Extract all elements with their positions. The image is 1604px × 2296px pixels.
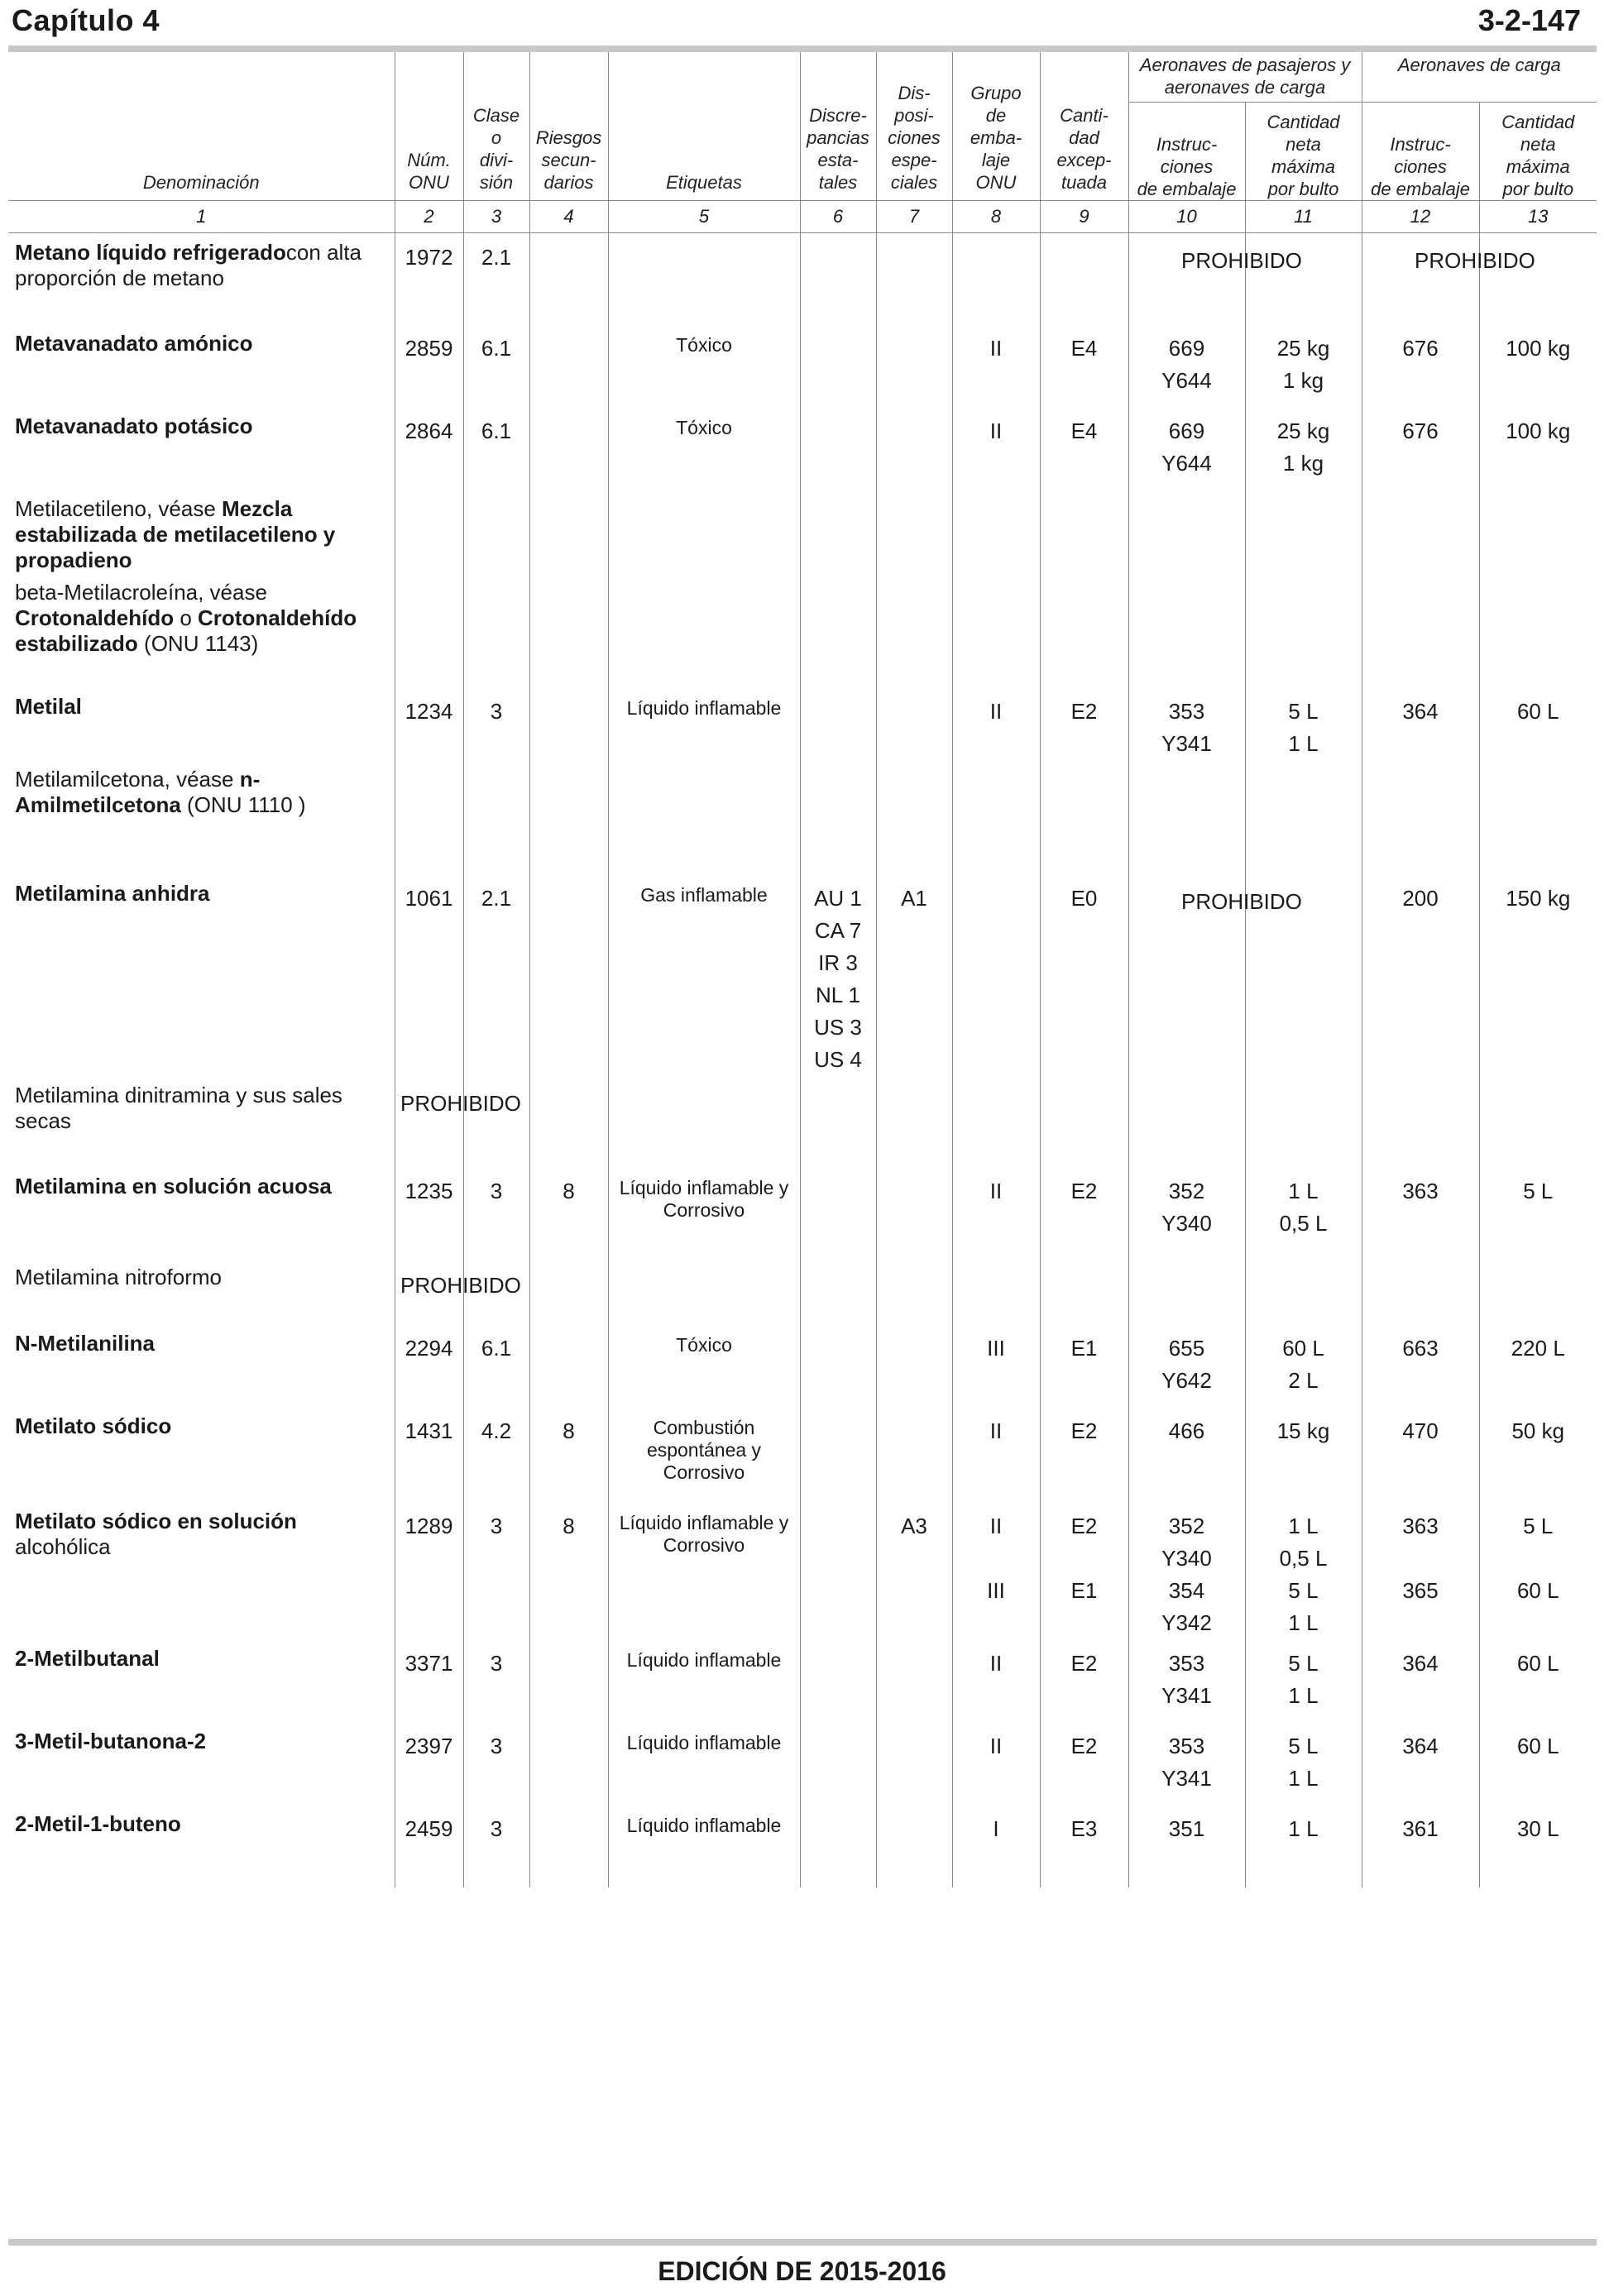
- special-provisions: [876, 760, 952, 874]
- substance-name: Metilacetileno, véase Mezcla estabilizada de metilacetileno y propadieno: [8, 490, 395, 573]
- special-provisions: [876, 573, 952, 687]
- prohibited-cargo: PROHIBIDO: [1415, 248, 1535, 273]
- col-header-9: Canti- dad excep- tuada: [1040, 52, 1128, 201]
- excepted-quantity: E3: [1040, 1805, 1128, 1887]
- hazard-label: Líquido inflamable y Corrosivo: [608, 1167, 800, 1258]
- special-provisions: [876, 407, 952, 490]
- substance-name: Metilal: [8, 687, 395, 760]
- pax-max-net-quantity: 5 L 1 L: [1245, 687, 1362, 760]
- table-row: [8, 1076, 1597, 1167]
- pax-packing-instruction: [1128, 573, 1245, 687]
- prohibited-passenger: PROHIBIDO: [1181, 888, 1302, 914]
- cargo-max-net-quantity: 60 L: [1516, 698, 1559, 724]
- un-number: 1972: [395, 233, 463, 324]
- pax-max-net-quantity: 1 L 0,5 L: [1245, 1167, 1362, 1258]
- subsidiary-risk: 8: [529, 1407, 608, 1502]
- column-number: 10: [1128, 201, 1245, 233]
- table-row: [8, 1502, 1597, 1639]
- cargo-packing-instruction: 200: [1362, 874, 1479, 1076]
- hazard-label: Líquido inflamable: [608, 1639, 800, 1722]
- packing-group: II: [952, 687, 1040, 760]
- bottom-rule: [8, 2239, 1597, 2246]
- excepted-quantity: [1040, 233, 1128, 324]
- pax-packing-instruction: [1128, 760, 1245, 874]
- column-number: 9: [1040, 201, 1128, 233]
- cargo-packing-instruction: 364: [1362, 1639, 1479, 1722]
- pax-max-net-quantity: 5 L 1 L: [1245, 1639, 1362, 1722]
- un-number: [395, 573, 463, 687]
- special-provisions: [876, 233, 952, 324]
- hazard-label: [608, 490, 800, 573]
- packing-group: II: [952, 407, 1040, 490]
- un-number: [395, 490, 463, 573]
- state-variations: [800, 760, 876, 874]
- cargo-packing-instruction: 676: [1362, 324, 1479, 407]
- column-number: 5: [608, 201, 800, 233]
- cargo-packing-instruction: [1362, 1258, 1479, 1324]
- col-header-11: Cantidad neta máxima por bulto: [1245, 103, 1362, 201]
- pax-max-net-quantity: 25 kg 1 kg: [1245, 324, 1362, 407]
- substance-name: Metavanadato potásico: [8, 407, 395, 490]
- table-row: [8, 1407, 1597, 1502]
- top-rule: [8, 45, 1597, 52]
- class-division: [463, 490, 529, 573]
- table-row: [8, 324, 1597, 407]
- cargo-packing-instruction: 363: [1362, 1167, 1479, 1258]
- group-header-passenger: Aeronaves de pasajeros y aeronaves de carga: [1128, 52, 1362, 103]
- packing-group: I: [952, 1805, 1040, 1887]
- un-number: 1289: [395, 1502, 463, 1639]
- substance-name: beta-Metilacroleína, véase Crotonaldehído o Crotonaldehído estabilizado (ONU 1143): [8, 573, 395, 687]
- special-provisions: [876, 1722, 952, 1805]
- cargo-max-net-quantity: [1479, 1076, 1597, 1167]
- column-number: 4: [529, 201, 608, 233]
- hazard-label: Líquido inflamable: [608, 1805, 800, 1887]
- hazard-label: Gas inflamable: [608, 874, 800, 1076]
- packing-group: [952, 233, 1040, 324]
- col-header-1: Denominación: [8, 52, 395, 201]
- col-header-5: Etiquetas: [608, 52, 800, 201]
- class-division: 3: [463, 1502, 529, 1639]
- substance-name: 2-Metilbutanal: [8, 1639, 395, 1722]
- class-division: [463, 1076, 529, 1167]
- page-number: 3-2-147: [1477, 3, 1581, 37]
- subsidiary-risk: [529, 1076, 608, 1167]
- col-header-8: Grupo de emba- laje ONU: [952, 52, 1040, 201]
- subsidiary-risk: [529, 1639, 608, 1722]
- column-number: 1: [8, 201, 395, 233]
- cargo-max-net-quantity: [1479, 573, 1597, 687]
- state-variations: [800, 1167, 876, 1258]
- special-provisions: [876, 687, 952, 760]
- class-division: 3: [463, 1805, 529, 1887]
- subsidiary-risk: [529, 760, 608, 874]
- packing-group: II: [952, 1167, 1040, 1258]
- class-division: 6.1: [463, 407, 529, 490]
- excepted-quantity: E2: [1040, 1407, 1128, 1502]
- pax-max-net-quantity: 60 L 2 L: [1245, 1324, 1362, 1407]
- group-header-cargo: Aeronaves de carga: [1362, 52, 1597, 103]
- pax-packing-instruction: 466: [1128, 1407, 1245, 1502]
- state-variations: AU 1 CA 7 IR 3 NL 1 US 3 US 4: [800, 874, 876, 1076]
- state-variations: [800, 687, 876, 760]
- class-division: 3: [463, 687, 529, 760]
- class-division: 2.1: [463, 233, 529, 324]
- subsidiary-risk: [529, 1805, 608, 1887]
- class-division: 3: [463, 1167, 529, 1258]
- special-provisions: [876, 1258, 952, 1324]
- hazard-label: Tóxico: [608, 1324, 800, 1407]
- hazard-label: Tóxico: [608, 407, 800, 490]
- pax-packing-instruction: 353 Y341: [1128, 1722, 1245, 1805]
- cargo-packing-instruction: 364: [1362, 1722, 1479, 1805]
- excepted-quantity: E4: [1040, 324, 1128, 407]
- packing-group: II: [952, 1639, 1040, 1722]
- special-provisions: [876, 1805, 952, 1887]
- excepted-quantity: E2: [1040, 1722, 1128, 1805]
- un-number: 1234: [395, 687, 463, 760]
- cargo-packing-instruction: 361: [1362, 1805, 1479, 1887]
- pax-packing-instruction: [1128, 1258, 1245, 1324]
- excepted-quantity: [1040, 760, 1128, 874]
- cargo-max-net-quantity: [1479, 233, 1597, 324]
- table-row: [8, 760, 1597, 874]
- state-variations: [800, 233, 876, 324]
- table-row: [8, 687, 1597, 760]
- pax-packing-instruction: 352 Y340: [1128, 1167, 1245, 1258]
- table-row: [8, 407, 1597, 490]
- subsidiary-risk: 8: [529, 1167, 608, 1258]
- substance-name: Metavanadato amónico: [8, 324, 395, 407]
- footer-edition: EDICIÓN DE 2015-2016: [658, 2256, 946, 2286]
- col-header-3: Clase o divi- sión: [463, 52, 529, 201]
- subsidiary-risk: [529, 1722, 608, 1805]
- un-number: 2859: [395, 324, 463, 407]
- column-number: 8: [952, 201, 1040, 233]
- subsidiary-risk: [529, 490, 608, 573]
- substance-name: Metilato sódico: [8, 1407, 395, 1502]
- column-number: 6: [800, 201, 876, 233]
- substance-name: Metilamilcetona, véase n-Amilmetilcetona (ONU 1110 ): [8, 760, 395, 874]
- substance-name: 2-Metil-1-buteno: [8, 1805, 395, 1887]
- col-header-13: Cantidad neta máxima por bulto: [1501, 112, 1575, 199]
- table-row: [8, 490, 1597, 573]
- subsidiary-risk: [529, 233, 608, 324]
- hazard-label: Combustión espontánea y Corrosivo: [608, 1407, 800, 1502]
- column-number: 3: [463, 201, 529, 233]
- substance-name: N-Metilanilina: [8, 1324, 395, 1407]
- cargo-packing-instruction: [1362, 233, 1479, 324]
- excepted-quantity: [1040, 490, 1128, 573]
- packing-group: II: [952, 324, 1040, 407]
- special-provisions: [876, 1076, 952, 1167]
- table-row: [8, 874, 1597, 1076]
- pax-packing-instruction: 669 Y644: [1128, 324, 1245, 407]
- hazard-label: [608, 1076, 800, 1167]
- pax-max-net-quantity: 25 kg 1 kg: [1245, 407, 1362, 490]
- cargo-max-net-quantity: 100 kg: [1506, 418, 1571, 443]
- pax-max-net-quantity: [1245, 490, 1362, 573]
- class-division: [463, 573, 529, 687]
- page-header: [7, 0, 1597, 41]
- cargo-packing-instruction: 470: [1362, 1407, 1479, 1502]
- substance-name: Metilamina nitroformo PROHIBIDO: [8, 1258, 395, 1324]
- cargo-max-net-quantity: 5 L: [1523, 1178, 1554, 1203]
- excepted-quantity: E2 E1: [1040, 1502, 1128, 1639]
- substance-name: Metilamina en solución acuosa: [8, 1167, 395, 1258]
- special-provisions: [876, 1167, 952, 1258]
- subsidiary-risk: [529, 407, 608, 490]
- pax-max-net-quantity: 15 kg: [1245, 1407, 1362, 1502]
- cargo-max-net-quantity: 150 kg: [1506, 885, 1571, 911]
- hazard-label: [608, 573, 800, 687]
- cargo-max-net-quantity: 60 L: [1516, 1733, 1559, 1758]
- col-header-7: Dis- posi- ciones espe- ciales: [876, 52, 952, 201]
- state-variations: [800, 407, 876, 490]
- prohibited-all: PROHIBIDO: [400, 1090, 521, 1116]
- chapter-title: Capítulo 4: [12, 3, 160, 37]
- cargo-max-net-quantity: 50 kg: [1511, 1418, 1565, 1443]
- un-number: 1235: [395, 1167, 463, 1258]
- prohibited-all: PROHIBIDO: [400, 1272, 521, 1298]
- packing-group: II: [952, 1407, 1040, 1502]
- cargo-max-net-quantity: 60 L: [1516, 1650, 1559, 1676]
- excepted-quantity: E0: [1040, 874, 1128, 1076]
- prohibited-passenger: PROHIBIDO: [1181, 248, 1302, 273]
- hazard-label: [608, 1258, 800, 1324]
- cargo-max-net-quantity: 220 L: [1511, 1335, 1565, 1361]
- cargo-max-net-quantity: 5 L 60 L: [1516, 1513, 1559, 1603]
- un-number: 1431: [395, 1407, 463, 1502]
- column-number: 13: [1479, 201, 1597, 233]
- table-row: [8, 1258, 1597, 1324]
- pax-max-net-quantity: [1245, 1076, 1362, 1167]
- un-number: 2294: [395, 1324, 463, 1407]
- packing-group: [952, 1076, 1040, 1167]
- subsidiary-risk: [529, 687, 608, 760]
- col-header-12: Instruc- ciones de embalaje: [1362, 103, 1479, 201]
- class-division: [463, 760, 529, 874]
- packing-group: [952, 760, 1040, 874]
- packing-group: III: [952, 1324, 1040, 1407]
- state-variations: [800, 573, 876, 687]
- subsidiary-risk: [529, 573, 608, 687]
- state-variations: [800, 1076, 876, 1167]
- un-number: [395, 760, 463, 874]
- un-number: 2459: [395, 1805, 463, 1887]
- table-row: [8, 573, 1597, 687]
- cargo-packing-instruction: [1362, 760, 1479, 874]
- pax-packing-instruction: 655 Y642: [1128, 1324, 1245, 1407]
- table-row: [8, 1639, 1597, 1722]
- pax-max-net-quantity: [1245, 573, 1362, 687]
- cargo-max-net-quantity: [1479, 490, 1597, 573]
- subsidiary-risk: [529, 874, 608, 1076]
- cargo-max-net-quantity: 30 L: [1516, 1815, 1559, 1841]
- cargo-packing-instruction: 364: [1362, 687, 1479, 760]
- class-division: 4.2: [463, 1407, 529, 1502]
- class-division: 3: [463, 1639, 529, 1722]
- excepted-quantity: E4: [1040, 407, 1128, 490]
- class-division: 3: [463, 1722, 529, 1805]
- pax-packing-instruction: 351: [1128, 1805, 1245, 1887]
- excepted-quantity: [1040, 1258, 1128, 1324]
- packing-group: [952, 573, 1040, 687]
- substance-name: 3-Metil-butanona-2: [8, 1722, 395, 1805]
- table-row: [8, 233, 1597, 324]
- pax-packing-instruction: 353 Y341: [1128, 687, 1245, 760]
- cargo-packing-instruction: [1362, 1076, 1479, 1167]
- special-provisions: [876, 1639, 952, 1722]
- excepted-quantity: [1040, 1076, 1128, 1167]
- substance-name: Metano líquido refrigeradocon alta proporción de metano PROHIBIDO PROHIBIDO: [8, 233, 395, 324]
- table-row: [8, 1324, 1597, 1407]
- hazard-label: Líquido inflamable y Corrosivo: [608, 1502, 800, 1639]
- pax-packing-instruction: 352 Y340 354 Y342: [1128, 1502, 1245, 1639]
- dangerous-goods-table: [8, 52, 1597, 1887]
- table-row: [8, 1722, 1597, 1805]
- column-number: 12: [1362, 201, 1479, 233]
- excepted-quantity: [1040, 573, 1128, 687]
- pax-packing-instruction: [1128, 490, 1245, 573]
- pax-max-net-quantity: [1245, 760, 1362, 874]
- cargo-packing-instruction: 363 365: [1362, 1502, 1479, 1639]
- state-variations: [800, 1258, 876, 1324]
- excepted-quantity: E2: [1040, 687, 1128, 760]
- pax-max-net-quantity: 5 L 1 L: [1245, 1722, 1362, 1805]
- class-division: 6.1: [463, 324, 529, 407]
- cargo-max-net-quantity: [1479, 1258, 1597, 1324]
- pax-packing-instruction: 669 Y644: [1128, 407, 1245, 490]
- state-variations: [800, 1639, 876, 1722]
- un-number: 2864: [395, 407, 463, 490]
- table-row: [8, 1805, 1597, 1887]
- special-provisions: A1: [876, 874, 952, 1076]
- special-provisions: A3: [876, 1502, 952, 1639]
- pax-packing-instruction: 353 Y341: [1128, 1639, 1245, 1722]
- state-variations: [800, 324, 876, 407]
- subsidiary-risk: [529, 324, 608, 407]
- hazard-label: [608, 760, 800, 874]
- class-division: 6.1: [463, 1324, 529, 1407]
- un-number: [395, 1076, 463, 1167]
- state-variations: [800, 1722, 876, 1805]
- hazard-label: [608, 233, 800, 324]
- pax-max-net-quantity: [1245, 1258, 1362, 1324]
- col-header-10: Instruc- ciones de embalaje: [1128, 103, 1245, 201]
- state-variations: [800, 1805, 876, 1887]
- excepted-quantity: E2: [1040, 1167, 1128, 1258]
- cargo-packing-instruction: [1362, 490, 1479, 573]
- substance-name: Metilamina anhidra PROHIBIDO: [8, 874, 395, 1076]
- substance-name: Metilamina dinitramina y sus sales secas PROHIBIDO: [8, 1076, 395, 1167]
- hazard-label: Líquido inflamable: [608, 1722, 800, 1805]
- pax-max-net-quantity: 1 L: [1245, 1805, 1362, 1887]
- excepted-quantity: E1: [1040, 1324, 1128, 1407]
- un-number: 3371: [395, 1639, 463, 1722]
- special-provisions: [876, 490, 952, 573]
- column-number: 11: [1245, 201, 1362, 233]
- column-number: 7: [876, 201, 952, 233]
- cargo-packing-instruction: 676: [1362, 407, 1479, 490]
- un-number: 2397: [395, 1722, 463, 1805]
- state-variations: [800, 490, 876, 573]
- column-number: 2: [395, 201, 463, 233]
- state-variations: [800, 1502, 876, 1639]
- excepted-quantity: E2: [1040, 1639, 1128, 1722]
- pax-max-net-quantity: 1 L 0,5 L 5 L 1 L: [1245, 1502, 1362, 1639]
- cargo-packing-instruction: 663: [1362, 1324, 1479, 1407]
- subsidiary-risk: [529, 1258, 608, 1324]
- col-header-2: Núm. ONU: [395, 52, 463, 201]
- special-provisions: [876, 1407, 952, 1502]
- packing-group: [952, 874, 1040, 1076]
- col-header-6: Discre- pancias esta- tales: [800, 52, 876, 201]
- col-header-4: Riesgos secun- darios: [529, 52, 608, 201]
- cargo-max-net-quantity: 100 kg: [1506, 335, 1571, 361]
- special-provisions: [876, 324, 952, 407]
- un-number: 1061: [395, 874, 463, 1076]
- class-division: 2.1: [463, 874, 529, 1076]
- substance-name: Metilato sódico en solución alcohólica: [8, 1502, 395, 1639]
- hazard-label: Tóxico: [608, 324, 800, 407]
- pax-packing-instruction: [1128, 1076, 1245, 1167]
- packing-group: [952, 490, 1040, 573]
- cargo-packing-instruction: [1362, 573, 1479, 687]
- subsidiary-risk: [529, 1324, 608, 1407]
- pax-max-net-quantity: [1245, 233, 1362, 324]
- packing-group: II III: [952, 1502, 1040, 1639]
- subsidiary-risk: 8: [529, 1502, 608, 1639]
- table-row: [8, 1167, 1597, 1258]
- hazard-label: Líquido inflamable: [608, 687, 800, 760]
- packing-group: [952, 1258, 1040, 1324]
- state-variations: [800, 1407, 876, 1502]
- special-provisions: [876, 1324, 952, 1407]
- state-variations: [800, 1324, 876, 1407]
- packing-group: II: [952, 1722, 1040, 1805]
- cargo-max-net-quantity: [1479, 760, 1597, 874]
- pax-packing-instruction: [1128, 233, 1245, 324]
